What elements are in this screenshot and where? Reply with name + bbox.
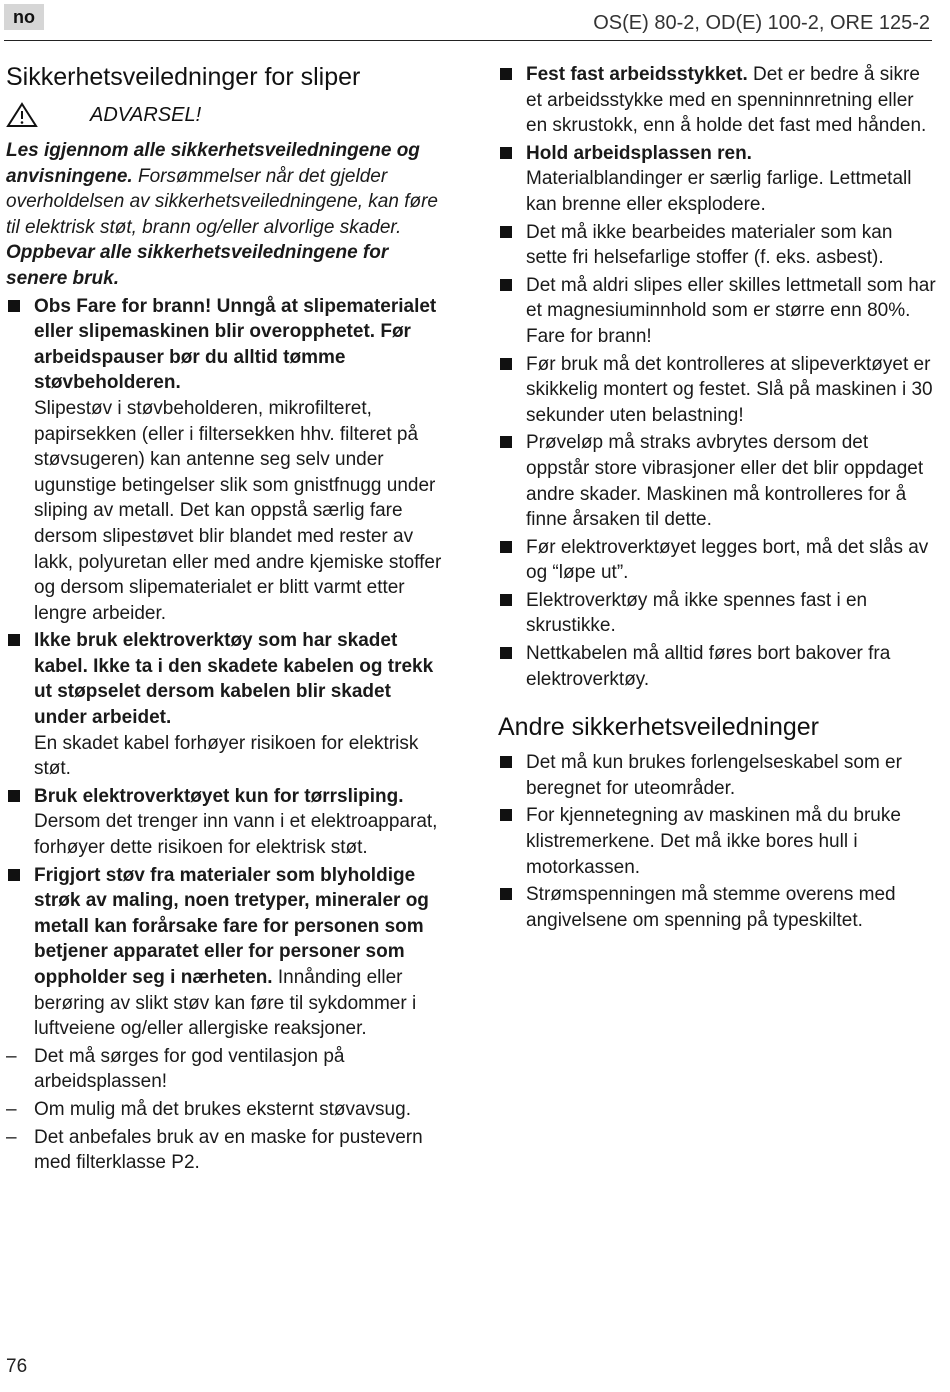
dash-item [6,1097,446,1123]
list-item [6,863,446,1042]
item-text: For kjennetegning av maskinen må du bruke klistremerkene. Det må ikke bores hull i motorkassen. [526,805,901,878]
square-bullet-icon [8,869,20,881]
list-item [6,294,446,627]
dash-text: Det anbefales bruk av en maske for pustevern med filterklasse P2. [34,1126,423,1174]
square-bullet-icon [500,358,512,370]
square-bullet-icon [500,541,512,553]
item-text: Det er bedre å sikre et arbeidsstykke med en spenninnretning eller en skrustokk, enn å holde det fast med hånden. [526,64,927,137]
dash-item [6,1044,446,1095]
intro-bold-c: Oppbevar alle sikkerhetsveiledningene for senere bruk. [6,242,389,289]
list-item [6,628,446,782]
warning-row [6,100,446,130]
item-text: Det må kun brukes forlengelseskabel som er beregnet for uteområder. [526,752,902,799]
item-text: Det må ikke bearbeides materialer som kan sette fri helsefarlige stoffer (f. eks. asbest). [526,221,893,269]
item-text: Materialblandinger er særlig farlige. Lettmetall kan brenne eller eksplodere. [526,168,912,215]
section-title-2: Andre sikkerhetsveiledninger [498,713,820,742]
item-bold: Frigjort støv fra materialer som blyholdige strøk av maling, noen tretyper, mineraler og metall kan forårsake fare for personen som betjener apparatet eller for personer som oppholder seg i nærheten. [34,864,429,988]
list-item [6,784,446,861]
list-item [498,352,936,429]
square-bullet-icon [500,888,512,900]
item-bold: Obs Fare for brann! Unngå at slipematerialet eller slipemaskinen blir overopphetet. Før arbeidspauser bør du alltid tømme støvbeholderen. [34,295,437,394]
dash-marker: – [6,1098,17,1120]
dash-text: Om mulig må det brukes eksternt støvavsug. [34,1098,411,1120]
list-item [498,882,936,933]
dash-text: Det må sørges for god ventilasjon på arbeidsplassen! [34,1045,345,1093]
language-tag: no [4,4,44,30]
square-bullet-icon [8,634,20,646]
square-bullet-icon [500,756,512,768]
square-bullet-icon [500,647,512,659]
dash-item [6,1125,446,1176]
item-text: Innånding eller berøring av slikt støv kan føre til sykdommer i luftveiene og/eller allergiske reaksjoner. [34,967,417,1040]
item-text: Det må aldri slipes eller skilles lettmetall som har et magnesiuminnhold som er større enn 80%. Fare for brann! [526,274,936,347]
intro-bold-a: Les igjennom alle sikkerhetsveiledningene og anvisningene. [6,140,420,187]
item-text: Prøveløp må straks avbrytes dersom det oppstår store vibrasjoner eller det blir oppdaget andre skader. Maskinen må kontrolleres for å finne årsaken til dette. [526,432,924,531]
item-bold: Bruk elektroverktøyet kun for tørrsliping. [34,785,404,807]
square-bullet-icon [500,436,512,448]
list-item [498,220,936,271]
item-text: Strømspenningen må stemme overens med angivelsene om spenning på typeskiltet. [526,884,896,931]
left-column [6,60,446,1178]
square-bullet-icon [500,68,512,80]
square-bullet-icon [500,809,512,821]
list-item [498,273,936,350]
item-bold: Fest fast arbeidsstykket. [526,64,748,85]
square-bullet-icon [500,226,512,238]
item-text: Slipestøv i støvbeholderen, mikrofilteret, papirsekken (eller i filtersekken hhv. filteret på støvsugeren) kan antenne seg selv under ugunstige betingelser slik som gnistfnugg under sliping av metall. Det kan oppstå særlig fare dersom slipestøvet blir blandet med rester av lakk, polyuretan eller med andre kjemiske stoffer og dersom slipematerialet er blitt varmt etter lengre arbeider. [34,397,442,624]
intro-text: Forsømmelser når det gjelder overholdelsen av sikkerhetsveiledningene, kan føre til elektrisk støt, brann og/eller alvorlige skader. [6,165,438,238]
item-text: Dersom det trenger inn vann i et elektroapparat, forhøyer dette risikoen for elektrisk støt. [34,811,438,859]
square-bullet-icon [8,300,20,312]
item-bold: Ikke bruk elektroverktøy som har skadet kabel. Ikke ta i den skadete kabelen og trekk ut støpselet dersom kabelen blir skadet under arbeidet. [34,630,434,729]
list-item [498,141,936,218]
model-title: OS(E) 80-2, OD(E) 100-2, ORE 125-2 [593,12,930,34]
square-bullet-icon [500,594,512,606]
square-bullet-icon [500,147,512,159]
list-item [498,62,936,139]
dash-marker: – [6,1045,17,1067]
list-item [498,430,936,532]
square-bullet-icon [8,790,20,802]
dash-marker: – [6,1126,17,1148]
item-text: Elektroverktøy må ikke spennes fast i en skrustikke. [526,589,868,637]
right-column [498,62,936,935]
list-item [498,535,936,586]
page-number: 76 [6,1356,28,1377]
square-bullet-icon [500,279,512,291]
list-item [498,588,936,639]
warning-label: ADVARSEL! [90,103,202,126]
item-bold: Hold arbeidsplassen ren. [526,142,752,164]
item-text: Nettkabelen må alltid føres bort bakover fra elektroverktøy. [526,643,891,690]
intro-paragraph [6,138,446,292]
list-item [498,750,936,801]
header-rule [4,40,932,41]
item-text: En skadet kabel forhøyer risikoen for elektrisk støt. [34,732,419,780]
warning-triangle-icon [6,102,38,128]
list-item [498,641,936,692]
item-text: Før elektroverktøyet legges bort, må det slås av og “løpe ut”. [526,536,929,584]
section-title: Sikkerhetsveiledninger for sliper [6,63,361,91]
item-text: Før bruk må det kontrolleres at slipeverktøyet er skikkelig montert og festet. Slå på maskinen i 30 sekunder uten belastning! [526,353,933,426]
list-item [498,803,936,880]
